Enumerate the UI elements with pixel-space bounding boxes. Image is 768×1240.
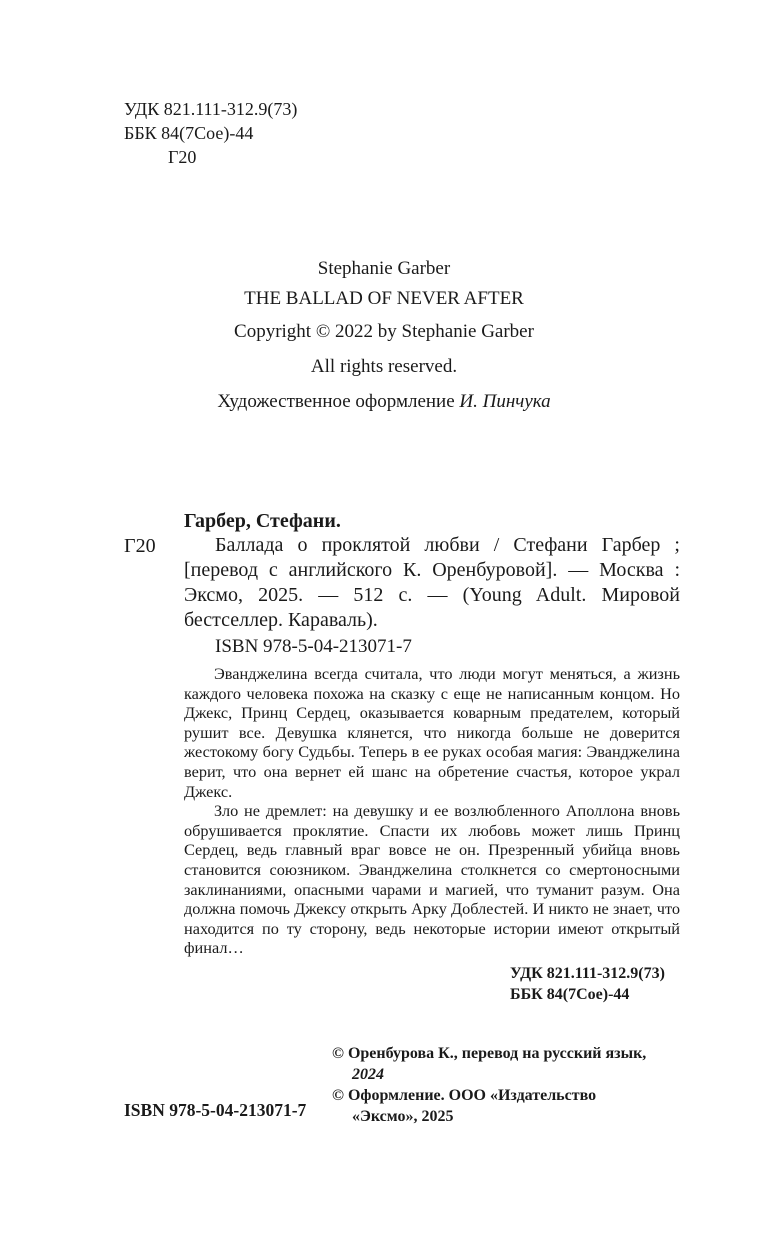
design-copyright-year: «Эксмо», 2025 xyxy=(352,1108,454,1125)
isbn-bottom: ISBN 978-5-04-213071-7 xyxy=(124,1100,307,1120)
bbk-code-repeat: ББК 84(7Сое)-44 xyxy=(510,986,630,1003)
classification-repeat xyxy=(510,963,665,1005)
annotation xyxy=(184,664,680,958)
biblio-line: бестселлер. Караваль). xyxy=(184,609,378,631)
translation-copyright-text: © Оренбурова К., перевод на русский язык, xyxy=(332,1045,647,1062)
bibliographic-mark: Г20 xyxy=(124,535,156,557)
annotation-paragraph: Эванджелина всегда считала, что люди могут меняться, а жизнь каждого человека похожа на сказку с еще не написанным концом. Но Джекс, Принц Сердец, оказывается коварным предателем, который рушит все. Девушка клянется, что никогда больше не доверится жестокому богу Судьбы. Теперь в ее руках особая магия: Эванджелина верит, что она вернет ей шанс на обретение счастья, которое украл Джекс. xyxy=(184,664,680,801)
bibliographic-author: Гарбер, Стефани. xyxy=(184,510,341,532)
translation-copyright-year: 2024 xyxy=(352,1066,384,1083)
bbk-code: ББК 84(7Сое)-44 xyxy=(124,123,254,143)
bibliographic-description xyxy=(184,533,680,633)
copyright-block xyxy=(332,1043,692,1127)
original-title: THE BALLAD OF NEVER AFTER xyxy=(244,288,524,309)
design-label: Художественное оформление xyxy=(217,391,455,412)
design-credit xyxy=(0,391,768,413)
design-copyright-text: © Оформление. ООО «Издательство xyxy=(332,1087,597,1104)
biblio-line: Баллада о проклятой любви / Стефани Гарбер ; xyxy=(215,534,680,556)
udc-code: УДК 821.111-312.9(73) xyxy=(124,99,298,119)
udc-code-repeat: УДК 821.111-312.9(73) xyxy=(510,965,665,982)
design-name: И. Пинчука xyxy=(459,391,551,412)
copyright-line: Copyright © 2022 by Stephanie Garber xyxy=(234,321,534,342)
original-author: Stephanie Garber xyxy=(317,258,451,279)
design-copyright xyxy=(332,1085,692,1127)
author-mark: Г20 xyxy=(168,147,197,167)
biblio-line: Эксмо, 2025. — 512 с. — (Young Adult. Мировой xyxy=(184,584,680,606)
translation-copyright xyxy=(332,1043,692,1085)
biblio-line: [перевод с английского К. Оренбуровой]. — Москва : xyxy=(184,559,680,581)
classification-block xyxy=(124,97,297,169)
annotation-paragraph: Зло не дремлет: на девушку и ее возлюбленного Аполлона вновь обрушивается проклятие. Спасти их любовь может лишь Принц Сердец, ведь главный враг вовсе не он. Презренный убийца вновь становится союзником. Эванджелина столкнется со смертоносными заклинаниями, опасными чарами и магией, что туманит разум. Она должна помочь Джексу открыть Арку Доблестей. И никто не знает, что находится по ту сторону, ведь некоторые истории имеют открытый финал… xyxy=(184,801,680,958)
rights-line: All rights reserved. xyxy=(310,356,458,377)
isbn: ISBN 978-5-04-213071-7 xyxy=(215,636,412,657)
